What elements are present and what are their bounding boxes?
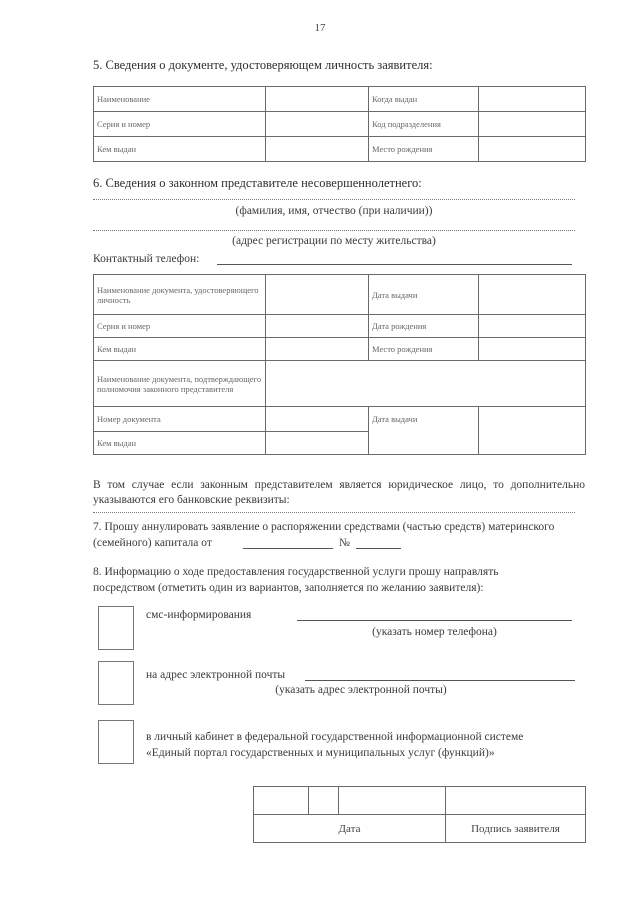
portal-option-label-line-2: «Единый портал государственных и муниципальных услуг (функций)»: [146, 747, 495, 759]
date-day-cell[interactable]: [254, 787, 309, 815]
table-row: [254, 815, 586, 843]
date-month-cell[interactable]: [309, 787, 339, 815]
sms-checkbox[interactable]: [98, 606, 134, 650]
portal-option-label-line-1: в личный кабинет в федеральной государственной информационной системе: [146, 731, 524, 743]
section-6-heading: 6. Сведения о законном представителе несовершеннолетнего:: [93, 176, 422, 190]
cell-label: Наименование: [94, 87, 266, 112]
signature-label: Подпись заявителя: [446, 815, 586, 843]
table-row: [94, 407, 586, 432]
number-sign: №: [339, 537, 350, 549]
table-row: [94, 137, 586, 162]
cell-label: Кем выдан: [94, 432, 266, 455]
bank-details-text: В том случае если законным представителем является юридическое лицо, то дополнительно указываются его банковские реквизиты:: [93, 479, 585, 506]
table-row: [94, 87, 586, 112]
input-cell-name[interactable]: [266, 87, 369, 112]
phone-line[interactable]: [217, 264, 572, 265]
cell-label: Дата рождения: [369, 315, 479, 338]
cell-label: Код подразделения: [369, 112, 479, 137]
table-row: [94, 361, 586, 407]
fio-line[interactable]: [93, 199, 575, 200]
cell-label: Место рождения: [369, 137, 479, 162]
representative-table: [93, 274, 586, 455]
cell-label: Наименование документа, удостоверяющего личность: [94, 275, 266, 315]
input-cell-birthplace[interactable]: [479, 338, 586, 361]
section-7-line-2: (семейного) капитала от: [93, 537, 212, 549]
identity-document-table: [93, 86, 586, 162]
signature-table: [253, 786, 586, 843]
input-cell-series-number[interactable]: [266, 315, 369, 338]
section-5-heading: 5. Сведения о документе, удостоверяющем личность заявителя:: [93, 58, 433, 72]
email-option-label: на адрес электронной почты: [146, 669, 286, 681]
table-row: [94, 315, 586, 338]
sms-caption: (указать номер телефона): [372, 626, 497, 638]
input-cell-series-number[interactable]: [266, 112, 369, 137]
sms-option-label: смс-информирования: [146, 609, 252, 621]
date-year-cell[interactable]: [339, 787, 446, 815]
address-caption: (адрес регистрации по месту жительства): [232, 235, 436, 247]
date-label: Дата: [254, 815, 446, 843]
page-number: 17: [314, 22, 326, 34]
cell-label: Кем выдан: [94, 338, 266, 361]
cell-label: Дата выдачи: [369, 407, 479, 455]
cell-label: Номер документа: [94, 407, 266, 432]
input-cell-issue-date[interactable]: [479, 87, 586, 112]
cell-label: Дата выдачи: [369, 275, 479, 315]
phone-label: Контактный телефон:: [93, 253, 200, 265]
cell-label: Наименование документа, подтверждающего полномочия законного представителя: [94, 361, 266, 407]
cell-label: Кем выдан: [94, 137, 266, 162]
address-line[interactable]: [93, 230, 575, 231]
email-checkbox[interactable]: [98, 661, 134, 705]
section-7-line-1: 7. Прошу аннулировать заявление о распоряжении средствами (частью средств) материнского: [93, 521, 555, 533]
annul-date-line[interactable]: [243, 548, 333, 549]
table-row: [94, 275, 586, 315]
email-address-line[interactable]: [305, 680, 575, 681]
cell-label: Серия и номер: [94, 315, 266, 338]
sms-phone-line[interactable]: [297, 620, 572, 621]
cell-label: Когда выдан: [369, 87, 479, 112]
bank-details-line[interactable]: [93, 512, 575, 513]
input-cell-authority-doc[interactable]: [266, 361, 586, 407]
email-caption: (указать адрес электронной почты): [275, 684, 447, 696]
annul-number-line[interactable]: [356, 548, 401, 549]
table-row: [94, 112, 586, 137]
input-cell-department-code[interactable]: [479, 112, 586, 137]
input-cell-authority-issue-date[interactable]: [479, 407, 586, 455]
fio-caption: (фамилия, имя, отчество (при наличии)): [235, 205, 433, 217]
input-cell-birth-date[interactable]: [479, 315, 586, 338]
portal-checkbox[interactable]: [98, 720, 134, 764]
section-8-line-1: 8. Информацию о ходе предоставления государственной услуги прошу направлять: [93, 566, 499, 578]
cell-label: Место рождения: [369, 338, 479, 361]
input-cell-doc-number[interactable]: [266, 407, 369, 432]
table-row: [254, 787, 586, 815]
signature-cell[interactable]: [446, 787, 586, 815]
input-cell-issue-date[interactable]: [479, 275, 586, 315]
input-cell-birthplace[interactable]: [479, 137, 586, 162]
input-cell-doc-name[interactable]: [266, 275, 369, 315]
input-cell-issued-by[interactable]: [266, 137, 369, 162]
section-8-line-2: посредством (отметить один из вариантов, заполняется по желанию заявителя):: [93, 582, 484, 594]
cell-label: Серия и номер: [94, 112, 266, 137]
input-cell-issued-by[interactable]: [266, 338, 369, 361]
input-cell-authority-issued-by[interactable]: [266, 432, 369, 455]
table-row: [94, 338, 586, 361]
